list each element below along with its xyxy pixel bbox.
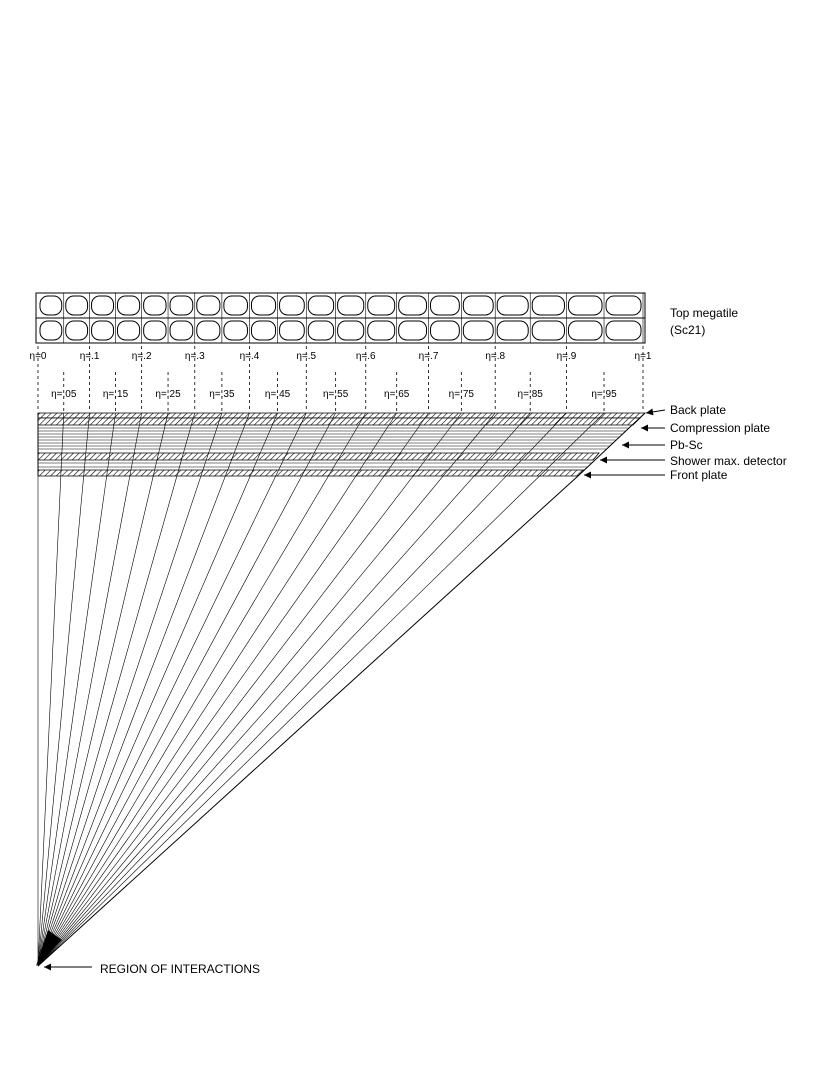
back-plate-layer bbox=[38, 413, 645, 418]
megatile-tile bbox=[280, 321, 305, 340]
megatile-tile bbox=[308, 296, 333, 315]
compression-plate-label: Compression plate bbox=[670, 421, 771, 435]
eta-boundary-label: η=.7 bbox=[418, 351, 439, 362]
tower-ray bbox=[38, 413, 278, 966]
megatile-tile bbox=[368, 296, 395, 315]
projective-tower-lines bbox=[38, 413, 604, 966]
megatile-subtitle: (Sc21) bbox=[670, 323, 706, 337]
eta-boundary-label: η=.4 bbox=[239, 351, 260, 362]
megatile-tile bbox=[497, 321, 528, 340]
megatile-tile bbox=[66, 296, 88, 315]
megatile-tile bbox=[118, 296, 140, 315]
back-plate-label: Back plate bbox=[670, 403, 727, 417]
megatile-tile bbox=[606, 296, 641, 315]
tower-ray bbox=[38, 413, 249, 966]
tower-ray bbox=[38, 413, 336, 966]
megatile-tile bbox=[280, 296, 305, 315]
megatile-tile bbox=[170, 321, 193, 340]
tower-ray bbox=[38, 413, 429, 966]
eta-midpoint-label: η=.05 bbox=[51, 389, 77, 400]
megatile-tile bbox=[368, 321, 395, 340]
shower-max-label: Shower max. detector bbox=[670, 454, 787, 468]
tower-ray bbox=[38, 413, 168, 966]
eta-midpoint-label: η=.75 bbox=[448, 389, 474, 400]
compression-plate-layer bbox=[38, 418, 640, 425]
megatile-tile bbox=[224, 321, 248, 340]
megatile-tile bbox=[338, 296, 364, 315]
eta-boundary-label: η=0 bbox=[29, 351, 47, 362]
back-plate-arrow bbox=[646, 410, 665, 413]
pb-sc-stack bbox=[38, 428, 629, 467]
megatile-tile bbox=[497, 296, 528, 315]
megatile-tile bbox=[431, 296, 460, 315]
megatile-tile bbox=[170, 296, 193, 315]
front-plate-label: Front plate bbox=[670, 468, 728, 482]
tower-ray bbox=[38, 413, 530, 966]
megatile-tile bbox=[338, 321, 364, 340]
megatile-tile bbox=[197, 321, 220, 340]
megatile-tile bbox=[92, 321, 114, 340]
tower-ray bbox=[38, 413, 461, 966]
eta-midpoint-label: η=.25 bbox=[155, 389, 181, 400]
eta-boundary-label: η=.2 bbox=[131, 351, 152, 362]
megatile-tile bbox=[532, 296, 564, 315]
eta-midpoint-lines bbox=[51, 372, 617, 412]
eta-boundary-label: η=.1 bbox=[79, 351, 100, 362]
eta-boundary-label: η=.6 bbox=[355, 351, 376, 362]
shower-max-layer bbox=[38, 453, 599, 460]
megatile-tile bbox=[40, 296, 62, 315]
megatile-tile bbox=[568, 321, 602, 340]
megatile-tile bbox=[308, 321, 333, 340]
eta-boundary-label: η=.8 bbox=[485, 351, 506, 362]
tower-ray bbox=[38, 413, 366, 966]
pb-sc-label: Pb-Sc bbox=[670, 438, 703, 452]
eta-boundary-label: η=.9 bbox=[556, 351, 577, 362]
megatile-tile bbox=[118, 321, 140, 340]
megatile-tile bbox=[568, 296, 602, 315]
tower-ray bbox=[38, 413, 195, 966]
tower-ray bbox=[38, 413, 306, 966]
top-megatile bbox=[36, 293, 645, 343]
megatile-tile bbox=[92, 296, 114, 315]
tower-ray bbox=[38, 413, 64, 966]
eta-midpoint-label: η=.85 bbox=[517, 389, 543, 400]
eta-midpoint-label: η=.65 bbox=[384, 389, 410, 400]
megatile-tile bbox=[463, 296, 493, 315]
megatile-tile bbox=[463, 321, 493, 340]
tower-ray bbox=[38, 413, 116, 966]
megatile-tile bbox=[224, 296, 248, 315]
megatile-tile bbox=[532, 321, 564, 340]
calorimeter-layers bbox=[38, 413, 645, 476]
interaction-region-label: REGION OF INTERACTIONS bbox=[100, 962, 261, 976]
eta-midpoint-label: η=.95 bbox=[591, 389, 617, 400]
tower-ray bbox=[38, 413, 142, 966]
eta-midpoint-label: η=.15 bbox=[102, 389, 129, 400]
megatile-tile bbox=[251, 321, 275, 340]
megatile-tile bbox=[144, 321, 166, 340]
eta-midpoint-label: η=.55 bbox=[322, 389, 349, 400]
megatile-tile bbox=[606, 321, 641, 340]
eta-boundary-label: η=.3 bbox=[184, 351, 205, 362]
eta-boundary-label: η=.5 bbox=[296, 351, 317, 362]
tower-ray bbox=[38, 413, 495, 966]
megatile-title: Top megatile bbox=[670, 306, 739, 320]
tower-ray bbox=[38, 413, 604, 966]
megatile-tile bbox=[144, 296, 166, 315]
eta-boundary-lines bbox=[30, 346, 652, 412]
front-plate-layer bbox=[38, 470, 584, 476]
megatile-tile bbox=[399, 321, 427, 340]
megatile-tile bbox=[431, 321, 460, 340]
layer-labels bbox=[44, 306, 787, 976]
megatile-tile bbox=[66, 321, 88, 340]
tower-ray bbox=[38, 413, 90, 966]
megatile-tile bbox=[399, 296, 427, 315]
eta-midpoint-label: η=.45 bbox=[264, 389, 291, 400]
tower-ray bbox=[38, 413, 566, 966]
eta-boundary-label: η=1 bbox=[634, 351, 652, 362]
megatile-tile bbox=[251, 296, 275, 315]
megatile-tile bbox=[197, 296, 220, 315]
eta-midpoint-label: η=.35 bbox=[209, 389, 235, 400]
megatile-tile bbox=[40, 321, 62, 340]
